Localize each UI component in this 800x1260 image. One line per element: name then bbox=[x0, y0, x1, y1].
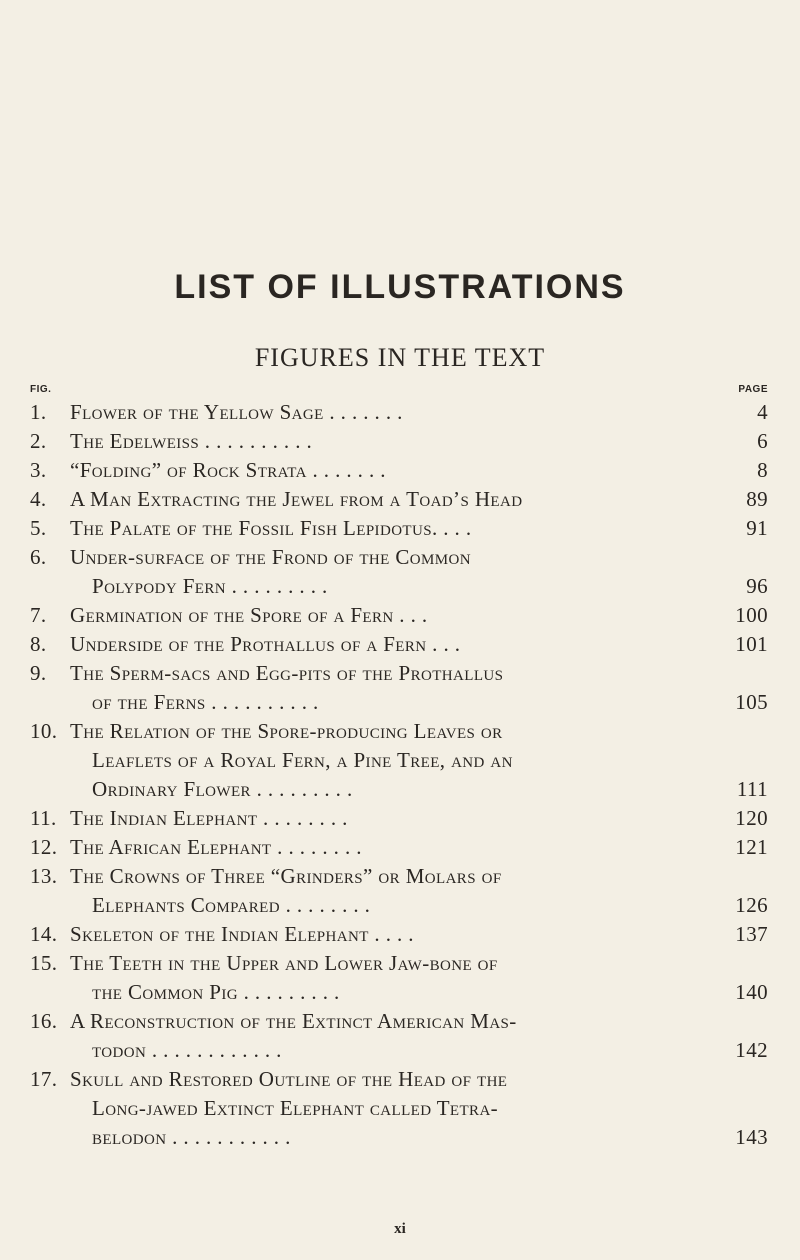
illustration-list bbox=[30, 398, 768, 1152]
list-item bbox=[30, 1065, 768, 1094]
figure-caption: Long-jawed Extinct Elephant called Tetra- bbox=[92, 1096, 499, 1120]
page-ref: 89 bbox=[746, 487, 768, 511]
figure-caption: Underside of the Prothallus of a Fern . . . bbox=[70, 632, 461, 656]
page-ref: 91 bbox=[746, 516, 768, 540]
list-item bbox=[30, 688, 768, 717]
figure-caption: Skull and Restored Outline of the Head of the bbox=[70, 1067, 508, 1091]
list-item bbox=[30, 1123, 768, 1152]
page-ref: 111 bbox=[736, 777, 768, 801]
list-item bbox=[30, 949, 768, 978]
figure-caption: Polypody Fern . . . . . . . . . bbox=[92, 574, 328, 598]
list-item bbox=[30, 659, 768, 688]
page-ref: 140 bbox=[735, 980, 768, 1004]
page-ref: 6 bbox=[757, 429, 768, 453]
figure-number: 16. bbox=[30, 1009, 58, 1033]
figure-number: 15. bbox=[30, 951, 58, 975]
figure-caption: The Palate of the Fossil Fish Lepidotus. . . . bbox=[70, 516, 472, 540]
list-item bbox=[30, 862, 768, 891]
figure-caption: The Relation of the Spore-producing Leaves or bbox=[70, 719, 503, 743]
list-item bbox=[30, 746, 768, 775]
list-item bbox=[30, 456, 768, 485]
figure-caption: The Sperm-sacs and Egg-pits of the Prothallus bbox=[70, 661, 504, 685]
figure-caption: The Indian Elephant . . . . . . . . bbox=[70, 806, 348, 830]
figure-number: 8. bbox=[30, 632, 47, 656]
figure-number: 17. bbox=[30, 1067, 58, 1091]
figure-caption: Ordinary Flower . . . . . . . . . bbox=[92, 777, 353, 801]
list-item bbox=[30, 514, 768, 543]
figure-caption: A Reconstruction of the Extinct American Mas- bbox=[70, 1009, 517, 1033]
figure-number: 11. bbox=[30, 806, 57, 830]
page-column-header: PAGE bbox=[738, 384, 768, 395]
list-item bbox=[30, 601, 768, 630]
figure-number: 12. bbox=[30, 835, 58, 859]
figure-number: 10. bbox=[30, 719, 58, 743]
list-item bbox=[30, 485, 768, 514]
figure-number: 9. bbox=[30, 661, 47, 685]
figure-number: 4. bbox=[30, 487, 47, 511]
page-ref: 8 bbox=[757, 458, 768, 482]
list-item bbox=[30, 978, 768, 1007]
figure-caption: Leaflets of a Royal Fern, a Pine Tree, and an bbox=[92, 748, 513, 772]
figure-caption: The African Elephant . . . . . . . . bbox=[70, 835, 362, 859]
page-number: xi bbox=[394, 1221, 406, 1237]
figure-caption: of the Ferns . . . . . . . . . . bbox=[92, 690, 319, 714]
page-ref: 105 bbox=[735, 690, 768, 714]
page-ref: 4 bbox=[757, 400, 768, 424]
list-item bbox=[30, 1094, 768, 1123]
figure-caption: todon . . . . . . . . . . . . bbox=[92, 1038, 282, 1062]
figure-number: 6. bbox=[30, 545, 47, 569]
list-item bbox=[30, 717, 768, 746]
page-title: LIST OF ILLUSTRATIONS bbox=[174, 268, 626, 306]
figure-number: 2. bbox=[30, 429, 47, 453]
list-item bbox=[30, 833, 768, 862]
list-item bbox=[30, 630, 768, 659]
page-ref: 126 bbox=[735, 893, 768, 917]
list-item bbox=[30, 891, 768, 920]
figure-caption: The Crowns of Three “Grinders” or Molars of bbox=[70, 864, 502, 888]
figure-caption: “Folding” of Rock Strata . . . . . . . bbox=[70, 458, 386, 482]
page-ref: 101 bbox=[735, 632, 768, 656]
figure-number: 13. bbox=[30, 864, 58, 888]
page-ref: 143 bbox=[735, 1125, 768, 1149]
figure-number: 3. bbox=[30, 458, 47, 482]
figure-number: 14. bbox=[30, 922, 58, 946]
figure-caption: A Man Extracting the Jewel from a Toad’s Head bbox=[70, 487, 523, 511]
page-ref: 100 bbox=[735, 603, 768, 627]
figure-caption: Flower of the Yellow Sage . . . . . . . bbox=[70, 400, 403, 424]
figure-caption: Under-surface of the Frond of the Common bbox=[70, 545, 471, 569]
list-item bbox=[30, 427, 768, 456]
figure-number: 7. bbox=[30, 603, 47, 627]
page-ref: 96 bbox=[746, 574, 768, 598]
figure-caption: the Common Pig . . . . . . . . . bbox=[92, 980, 340, 1004]
list-item bbox=[30, 1036, 768, 1065]
page-ref: 121 bbox=[735, 835, 768, 859]
figure-caption: belodon . . . . . . . . . . . bbox=[92, 1125, 291, 1149]
list-item bbox=[30, 572, 768, 601]
figure-number: 1. bbox=[30, 400, 47, 424]
list-item bbox=[30, 398, 768, 427]
list-item bbox=[30, 804, 768, 833]
fig-column-header: FIG. bbox=[30, 384, 52, 395]
page-ref: 142 bbox=[735, 1038, 768, 1062]
figure-caption: The Edelweiss . . . . . . . . . . bbox=[70, 429, 313, 453]
section-subtitle: FIGURES IN THE TEXT bbox=[254, 343, 546, 372]
page-ref: 120 bbox=[735, 806, 768, 830]
figure-caption: The Teeth in the Upper and Lower Jaw-bone of bbox=[70, 951, 498, 975]
list-item bbox=[30, 543, 768, 572]
list-item bbox=[30, 920, 768, 949]
list-item bbox=[30, 775, 768, 804]
figure-caption: Germination of the Spore of a Fern . . . bbox=[70, 603, 428, 627]
figure-caption: Skeleton of the Indian Elephant . . . . bbox=[70, 922, 414, 946]
figure-caption: Elephants Compared . . . . . . . . bbox=[92, 893, 371, 917]
figure-number: 5. bbox=[30, 516, 47, 540]
page-ref: 137 bbox=[735, 922, 768, 946]
list-item bbox=[30, 1007, 768, 1036]
